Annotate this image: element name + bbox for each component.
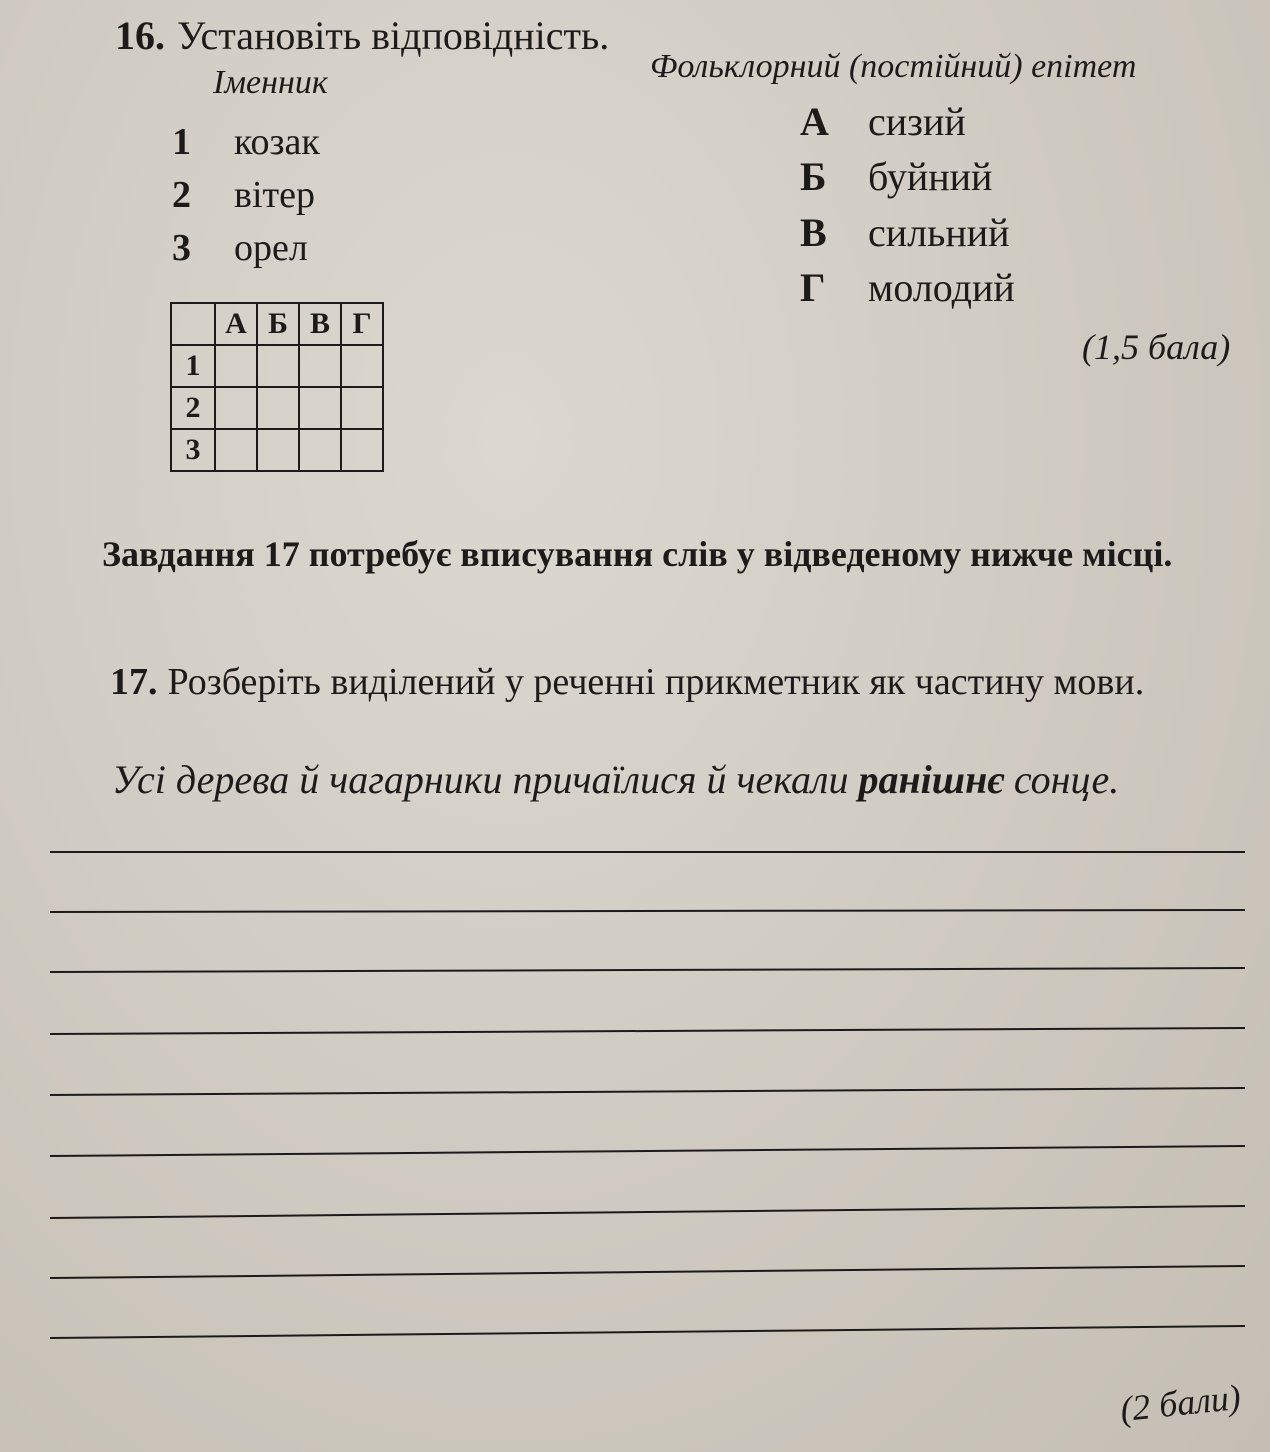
sentence-before: Усі дерева й чагарники причаїлися й чекали [112, 757, 859, 802]
noun-item-text: вітер [234, 174, 315, 216]
answer-grid-row-header: 3 [171, 429, 215, 471]
task-16-number: 16. [115, 13, 165, 58]
answer-line[interactable] [50, 1028, 1245, 1034]
noun-column-title: Іменник [213, 64, 328, 101]
task-17-number: 17. [110, 661, 158, 703]
sentence-after: сонце. [1003, 757, 1120, 802]
answer-line[interactable] [50, 968, 1245, 972]
answer-line[interactable] [50, 910, 1245, 912]
task-16-points: (1,5 бала) [1082, 327, 1231, 367]
answer-grid-column-header: Б [257, 303, 299, 345]
epithet-option-text: молодий [868, 265, 1015, 310]
task-16-prompt: Установіть відповідність. [177, 13, 610, 58]
epithet-option-letter: А [800, 99, 829, 144]
task-17-prompt-text: Розберіть виділений у реченні прикметник як частину мови. [167, 661, 1145, 703]
noun-item-number: 2 [172, 174, 191, 216]
answer-grid-column-header: А [215, 303, 257, 345]
answer-grid-column-header: Г [341, 303, 383, 345]
task-17-points: (2 бали) [1118, 1376, 1243, 1430]
answer-line[interactable] [50, 1266, 1245, 1278]
epithet-option-letter: Б [800, 154, 827, 199]
answer-grid-row-header: 1 [171, 345, 215, 387]
answer-grid-row-header: 2 [171, 387, 215, 429]
noun-item-number: 3 [172, 227, 191, 269]
task-17-instruction-text: Завдання 17 потребує вписування слів у відведеному нижче місці. [102, 534, 1173, 574]
answer-line[interactable] [50, 1326, 1245, 1338]
epithet-option-text: сильний [868, 210, 1010, 255]
epithet-option-text: буйний [868, 154, 993, 199]
epithet-option-text: сизий [868, 99, 966, 144]
answer-grid-column-header: В [299, 303, 341, 345]
noun-item-text: козак [234, 121, 320, 163]
noun-item-number: 1 [172, 121, 191, 163]
answer-line[interactable] [50, 1088, 1245, 1095]
answer-line[interactable] [50, 1146, 1245, 1156]
highlighted-adjective: ранішнє [858, 757, 1004, 802]
noun-item-text: орел [234, 227, 308, 269]
answer-line[interactable] [50, 1206, 1245, 1218]
epithet-option-letter: Г [800, 265, 826, 310]
epithet-option-letter: В [800, 210, 827, 255]
epithet-column-title: Фольклорний (постійний) епітет [650, 48, 1137, 85]
